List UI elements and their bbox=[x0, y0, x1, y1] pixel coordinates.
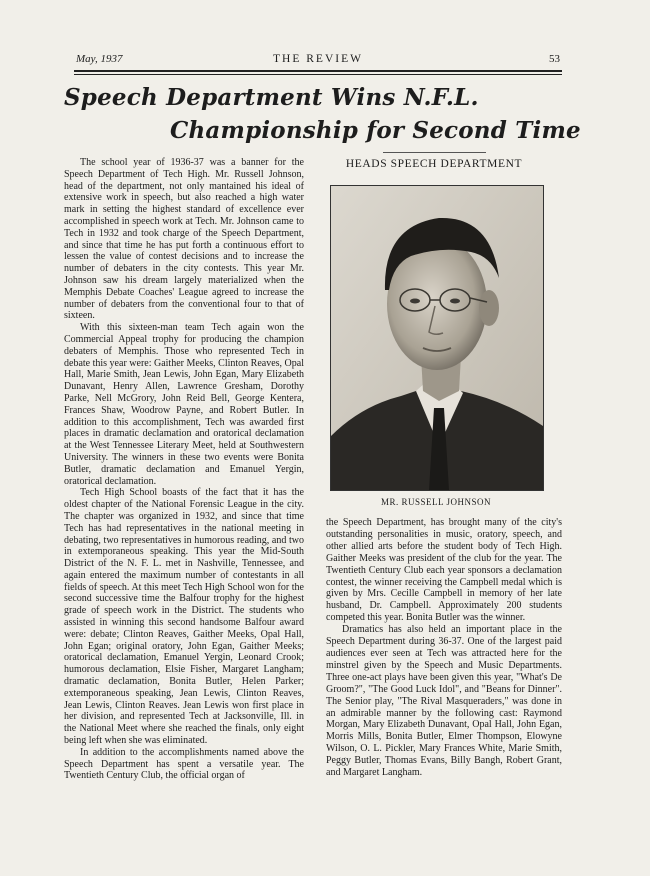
header-rule-thick bbox=[74, 70, 562, 72]
portrait-photo bbox=[330, 185, 544, 491]
article-paragraph: the Speech Department, has brought many of the city's outstanding personalities in music, oratory, speech, and other allied arts before the student body of Tech High. Gaither Meeks was president of the club for the year. The Twentieth Century Club each year sponsors a declamation contest, the winner receiving the Campbell medal which is given by Mrs. Cecille Campbell in memory of her late husband, Dr. Campbell. Approximately 200 students competed this year. Bonita Butler was the winner. bbox=[326, 517, 562, 624]
header-publication-title: THE REVIEW bbox=[273, 53, 363, 65]
photo-title-rule bbox=[383, 152, 486, 153]
headline-line-1: Speech Department Wins N.F.L. bbox=[64, 84, 479, 111]
article-paragraph: With this sixteen-man team Tech again won the Commercial Appeal trophy for producing the champion debaters of Memphis. Those who represented Tech in debate this year were: Gaither Meeks, Clinton Reaves, Opal Hall, Marie Smith, Jean Lewis, John Egan, Mary Elizabeth Dunavant, Henry Allen, Lawrence Gresham, Dorothy Parke, Nell McGrory, John Reid Bell, George Kentera, Frances Shaw, Woodrow Payne, and Robert Butler. In addition to this accomplishment, Tech was awarded first places in dramatic declamation and oratorical declamation at the West Tennessee Literary Meet, held at Southwestern University. The winners in these two events were Bonita Butler, dramatic declamation and Emanuel Yergin, oratorical declamation. bbox=[64, 322, 304, 487]
article-paragraph: In addition to the accomplishments named above the Speech Department has spent a versatile year. The Twentieth Century Club, the official organ of bbox=[64, 746, 304, 782]
article-column-left bbox=[64, 157, 304, 782]
article-paragraph: Tech High School boasts of the fact that it has the oldest chapter of the National Forensic League in the city. The chapter was organized in 1932, and since that time Tech has had representatives in the national meeting in debating, two representatives in humorous reading, and two in extemporaneous speaking. This year the Mid-South District of the N. F. L. met in Nashville, Tennessee, and again entered the maximum number of contestants in all fields of speech. At this meet Tech High School won for the second successive time the Balfour trophy for the highest grade of speech work in the District. The students who assisted in winning this second handsome Balfour award were: debate; Clinton Reaves, Gaither Meeks, Opal Hall, John Egan; original oratory, John Egan, Gaither Meeks; oratorical declamation, Emanuel Yergin, Leonard Crook; humorous declamation, Elsie Fisher, Margaret Langham; dramatic declamation, Bonita Butler, Helen Parker; extemporaneous speaking, Jean Lewis, Clinton Reaves, Jean Lewis, Clinton Reaves. Jean Lewis won first place in her division, and represented Tech at Jacksonville, Ill. in the National Meet where she reached the finals, only eight being left when she was eliminated. bbox=[64, 487, 304, 747]
article-column-right bbox=[326, 517, 562, 779]
header-date: May, 1937 bbox=[76, 53, 123, 65]
header-page-number: 53 bbox=[549, 53, 560, 65]
headline-line-2: Championship for Second Time bbox=[170, 117, 581, 144]
header-rule-thin bbox=[74, 74, 562, 75]
photo-caption: MR. RUSSELL JOHNSON bbox=[381, 497, 491, 507]
article-paragraph: The school year of 1936-37 was a banner for the Speech Department of Tech High. Mr. Russell Johnson, head of the department, not only mantained his ideal of extensive work in speech, but also reached a high water mark in setting the highest standard of excellence ever accomplished in speech work at Tech. Mr. Johnson came to Tech in 1932 and took charge of the Speech Department, and since that time he has put forth a continuous effort to lessen the value of contest decisions and to increase the number of debaters in the city contests. This year Mr. Johnson saw his dream largely materialized when the Memphis Debate Coaches' League agreed to increase the number of debaters from the conventional four to that of sixteen. bbox=[64, 157, 304, 322]
article-paragraph: Dramatics has also held an important place in the Speech Department during 36-37. One of the largest paid audiences ever seen at Tech was attracted here for the minstrel given by the Speech and Music Departments. Three one-act plays have been given this year, "What's De Groom?", "The Good Luck Idol", and "Beans for Dinner". The Senior play, "The Rival Masqueraders," was done in an admirable manner by the following cast: Raymond Morgan, Mary Elizabeth Dunavant, Opal Hall, John Egan, Morris Mills, Bonita Butler, Elmer Thompson, Elowyne Wilson, O. L. Pickler, Mary Frances White, Marie Smith, Peggy Butler, Thomas Evans, Billy Bangh, Robert Grant, and Margaret Langham. bbox=[326, 624, 562, 779]
photo-title: HEADS SPEECH DEPARTMENT bbox=[345, 158, 523, 170]
running-header bbox=[76, 53, 560, 69]
portrait-image bbox=[331, 186, 543, 490]
